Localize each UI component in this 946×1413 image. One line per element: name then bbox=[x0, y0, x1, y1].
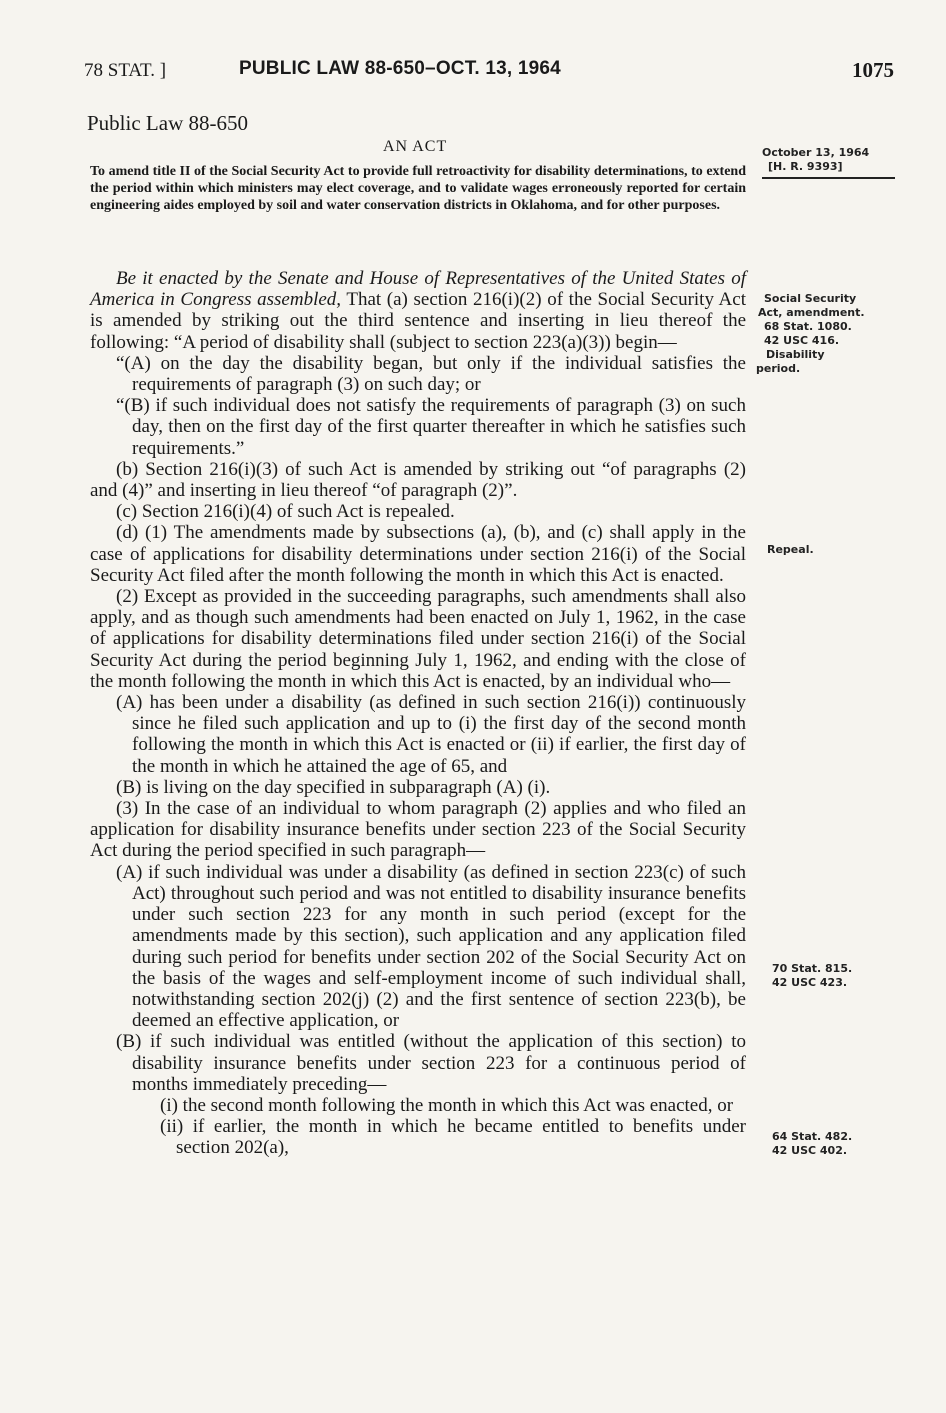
clause-a-A: “(A) on the day the disability began, but only if the individual satisfies the requirements of paragraph (3) on such day; or bbox=[116, 352, 746, 396]
clause-d3-B: (B) if such individual was entitled (without the application of this section) to disability insurance benefits under section 223 for a continuous period of months immediately preceding— bbox=[116, 1031, 746, 1095]
public-law-title: Public Law 88-650 bbox=[87, 111, 248, 135]
margin-note-repeal bbox=[767, 543, 814, 557]
paragraph-d1: (d) (1) The amendments made by subsections (a), (b), and (c) shall apply in the case of applications for disability determinations under section 216(i) of the Social Security Act filed after the month following the month in which this Act is enacted. bbox=[90, 522, 746, 586]
clause-d2-A: (A) has been under a disability (as defined in such section 216(i)) continuously since he filed such application and up to (i) the first day of the second month following the month in which this Act is enacted or (ii) if earlier, the first day of the month in which he attained the age of 65, and bbox=[116, 692, 746, 777]
note-line: 42 USC 423. bbox=[772, 976, 848, 989]
note-line: period. bbox=[756, 362, 801, 375]
act-label: AN ACT bbox=[383, 138, 448, 155]
paragraph-b: (b) Section 216(i)(3) of such Act is amended by striking out “of paragraphs (2) and (4)” and inserting in lieu thereof “of paragraph (2)”. bbox=[90, 458, 746, 502]
note-line: Social Security bbox=[764, 292, 857, 305]
header-title: PUBLIC LAW 88-650–OCT. 13, 1964 bbox=[239, 58, 561, 79]
clause-d3-B-ii: (ii) if earlier, the month in which he became entitled to benefits under section 202(a), bbox=[160, 1116, 746, 1159]
paragraph-a bbox=[90, 268, 746, 353]
paragraph-a-text: That (a) section 216(i)(2) of the Social Security Act is amended by striking out the third sentence and inserting in lieu thereof the following: “A period of disability shall (subject to section 223(a)(3)) begin— bbox=[90, 289, 746, 353]
running-header bbox=[84, 58, 894, 86]
note-line: 64 Stat. 482. bbox=[772, 1130, 853, 1143]
enacting-clause: Be it enacted by the Senate and House of Representatives of the United States of America in Congress assembled, bbox=[90, 268, 746, 311]
paragraph-c: (c) Section 216(i)(4) of such Act is repealed. bbox=[116, 501, 455, 523]
note-bill: [H. R. 9393] bbox=[768, 160, 843, 173]
act-body bbox=[90, 268, 746, 1159]
margin-note-64-stat bbox=[772, 1130, 852, 1158]
margin-note-date bbox=[762, 146, 869, 174]
note-line: 42 USC 402. bbox=[772, 1144, 848, 1157]
note-date: October 13, 1964 bbox=[762, 146, 870, 159]
clause-d3-A: (A) if such individual was under a disability (as defined in section 223(c) of such Act) throughout such period and was not entitled to disability insurance benefits under such section 223 for any month in such period (except for the amendments made by this section), such application and any application filed during such period for benefits under section 202 of the Social Security Act on the basis of the wages and self-employment income of such individual shall, notwithstanding section 202(j) (2) and the first sentence of section 223(b), be deemed an effective application, or bbox=[116, 861, 746, 1032]
clause-d2-B: (B) is living on the day specified in subparagraph (A) (i). bbox=[116, 776, 551, 798]
note-line: 42 USC 416. bbox=[764, 334, 840, 347]
margin-note-70-stat bbox=[772, 962, 852, 990]
long-title: To amend title II of the Social Security Act to provide full retroactivity for disability determinations, to extend the period within which ministers may elect coverage, and to validate wages erroneously reported for certain engineering aides employed by soil and water conservation districts in Oklahoma, and for other purposes. bbox=[90, 164, 746, 213]
paragraph-d2: (2) Except as provided in the succeeding paragraphs, such amendments shall also apply, and as though such amendments had been enacted on July 1, 1962, in the case of applications for disability determinations filed under section 216(i) of the Social Security Act during the period beginning July 1, 1962, and ending with the close of the month following the month in which this Act is enacted, by an individual who— bbox=[90, 586, 746, 692]
note-line: 70 Stat. 815. bbox=[772, 962, 853, 975]
note-line: Repeal. bbox=[767, 543, 814, 556]
note-line: 68 Stat. 1080. bbox=[764, 320, 852, 333]
date-rule bbox=[762, 177, 895, 179]
page-number: 1075 bbox=[852, 58, 894, 82]
note-line: Act, amendment. bbox=[758, 306, 865, 319]
note-line: Disability bbox=[766, 348, 825, 361]
margin-note-social-security bbox=[756, 292, 865, 376]
clause-a-B: “(B) if such individual does not satisfy the requirements of paragraph (3) on such day, then on the first day of the first quarter thereafter in which he satisfies such requirements.” bbox=[116, 395, 746, 459]
stat-volume: 78 STAT. ] bbox=[84, 60, 167, 81]
paragraph-d3: (3) In the case of an individual to whom paragraph (2) applies and who filed an application for disability insurance benefits under section 223 of the Social Security Act during the period specified in such paragraph— bbox=[90, 798, 746, 862]
clause-d3-B-i: (i) the second month following the month in which this Act was enacted, or bbox=[160, 1094, 734, 1116]
